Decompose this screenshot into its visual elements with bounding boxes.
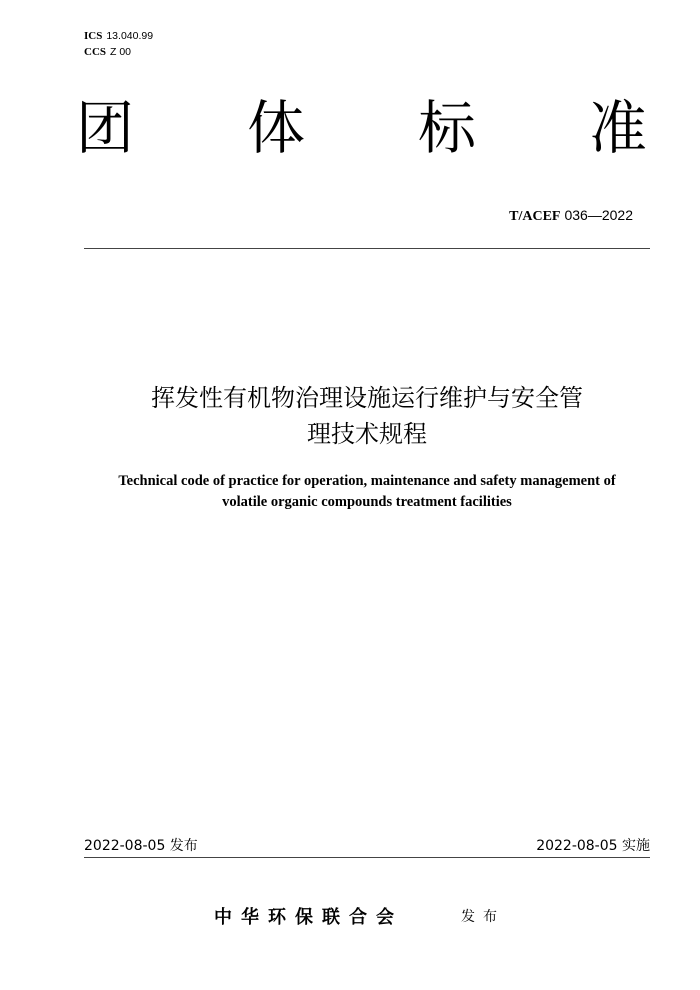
ccs-value: Z 00 <box>110 46 132 58</box>
standard-prefix: T/ACEF <box>509 209 561 224</box>
title-cn-line-2: 理技术规程 <box>307 420 427 448</box>
issue-action: 发布 <box>461 909 505 925</box>
ccs-code <box>84 46 131 59</box>
top-divider <box>84 248 650 249</box>
issuing-organization: 中华环保联合会 <box>214 907 403 928</box>
standard-code: 036—2022 <box>564 207 633 223</box>
title-english <box>70 471 664 513</box>
ics-value: 13.040.99 <box>106 30 154 42</box>
banner-char-2: 体 <box>246 94 305 162</box>
title-en-line-1: Technical code of practice for operation, maintenance and safety management of <box>118 473 616 489</box>
banner-char-1: 团 <box>75 94 134 162</box>
implement-date: 2022-08-05 实施 <box>536 838 650 854</box>
banner-char-3: 标 <box>417 94 476 162</box>
standard-number <box>509 207 633 225</box>
title-cn-line-1: 挥发性有机物治理设施运行维护与安全管 <box>151 384 583 412</box>
ics-label: ICS <box>84 30 103 42</box>
banner-char-4: 准 <box>588 94 647 162</box>
title-en-line-2: volatile organic compounds treatment facilities <box>222 494 512 510</box>
title-chinese <box>70 380 664 452</box>
ccs-label: CCS <box>84 46 107 58</box>
bottom-divider <box>84 857 650 858</box>
ics-code <box>84 30 153 43</box>
publish-date: 2022-08-05 发布 <box>84 838 198 854</box>
